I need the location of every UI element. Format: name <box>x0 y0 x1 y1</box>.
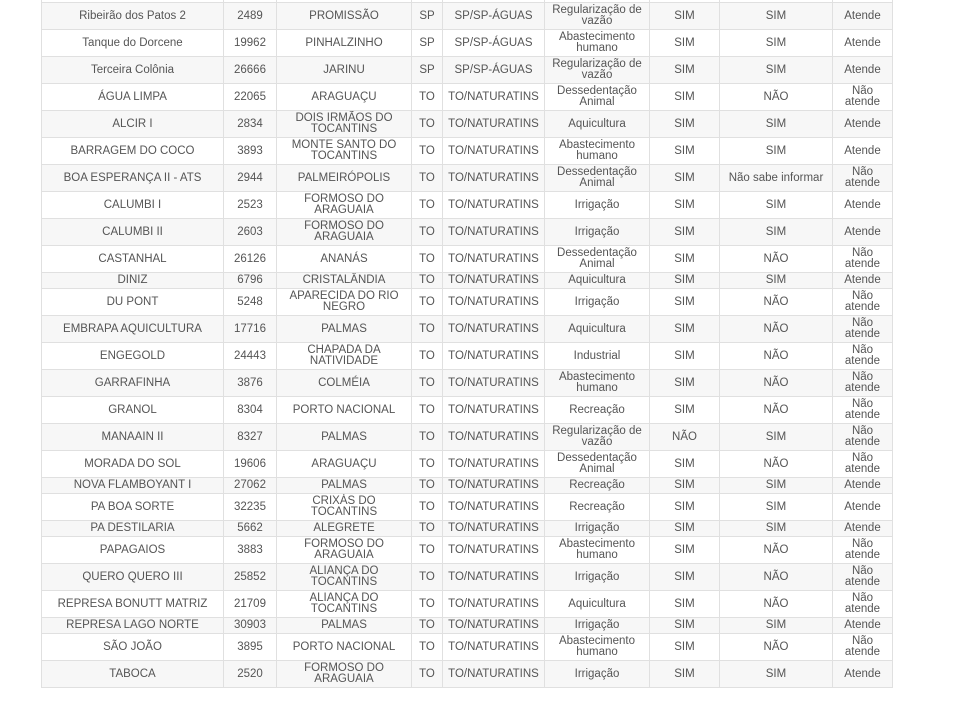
cell-uf: TO <box>412 219 443 246</box>
cell-agency: TO/NATURATINS <box>443 591 545 618</box>
cell-uf: TO <box>412 370 443 397</box>
cell-flag2: NÃO <box>720 564 833 591</box>
table-row <box>42 219 893 246</box>
cell-flag1: SIM <box>650 138 720 165</box>
cell-attendance-status: Atende <box>833 219 893 246</box>
cell-water-use: Abastecimento humano <box>545 370 650 397</box>
cell-agency: TO/NATURATINS <box>443 370 545 397</box>
cell-attendance-status: Atende <box>833 494 893 521</box>
cell-agency: TO/NATURATINS <box>443 273 545 289</box>
cell-agency: TO/NATURATINS <box>443 618 545 634</box>
cell-code: 2489 <box>224 3 277 30</box>
table-row <box>42 424 893 451</box>
cell-uf: TO <box>412 165 443 192</box>
cell-flag2: NÃO <box>720 370 833 397</box>
cell-attendance-status: Não atende <box>833 316 893 343</box>
cell-dam-name: Terceira Colônia <box>42 57 224 84</box>
cell-water-use: Abastecimento humano <box>545 537 650 564</box>
table-row <box>42 494 893 521</box>
cell-dam-name: ENGEGOLD <box>42 343 224 370</box>
cell-flag2: Não sabe informar <box>720 165 833 192</box>
cell-dam-name: PA BOA SORTE <box>42 494 224 521</box>
cell-attendance-status: Não atende <box>833 370 893 397</box>
cell-water-use: Aquicultura <box>545 111 650 138</box>
table-row <box>42 192 893 219</box>
cell-attendance-status: Não atende <box>833 634 893 661</box>
cell-municipality: PALMAS <box>277 618 412 634</box>
cell-water-use: Irrigação <box>545 618 650 634</box>
cell-code: 2834 <box>224 111 277 138</box>
cell-flag2: NÃO <box>720 451 833 478</box>
cell-water-use: Regularização de vazão <box>545 424 650 451</box>
cell-agency: TO/NATURATINS <box>443 537 545 564</box>
cell-agency: TO/NATURATINS <box>443 316 545 343</box>
cell-municipality: ALIANÇA DO TOCANTINS <box>277 564 412 591</box>
cell-attendance-status: Não atende <box>833 537 893 564</box>
cell-flag2: NÃO <box>720 397 833 424</box>
cell-flag2: NÃO <box>720 537 833 564</box>
cell-attendance-status: Atende <box>833 521 893 537</box>
table-row <box>42 451 893 478</box>
cell-flag2: SIM <box>720 57 833 84</box>
cell-attendance-status: Não atende <box>833 165 893 192</box>
cell-flag1: SIM <box>650 219 720 246</box>
cell-municipality: PALMAS <box>277 478 412 494</box>
cell-uf: TO <box>412 138 443 165</box>
cell-uf: TO <box>412 478 443 494</box>
cell-flag1: SIM <box>650 618 720 634</box>
table-row <box>42 343 893 370</box>
cell-flag1: SIM <box>650 273 720 289</box>
table-row <box>42 57 893 84</box>
cell-dam-name: ALCIR I <box>42 111 224 138</box>
cell-flag1: SIM <box>650 521 720 537</box>
cell-attendance-status: Não atende <box>833 451 893 478</box>
table-row <box>42 30 893 57</box>
cell-attendance-status: Atende <box>833 138 893 165</box>
cell-flag1: SIM <box>650 192 720 219</box>
cell-code: 3895 <box>224 634 277 661</box>
table-body <box>42 0 893 688</box>
cell-municipality: ARAGUAÇU <box>277 84 412 111</box>
cell-water-use: Recreação <box>545 478 650 494</box>
cell-agency: SP/SP-ÁGUAS <box>443 57 545 84</box>
cell-code: 19962 <box>224 30 277 57</box>
cell-flag2: NÃO <box>720 634 833 661</box>
cell-dam-name: ÁGUA LIMPA <box>42 84 224 111</box>
cell-municipality: FORMOSO DO ARAGUAIA <box>277 537 412 564</box>
cell-dam-name: REPRESA BONUTT MATRIZ <box>42 591 224 618</box>
cell-flag1: SIM <box>650 84 720 111</box>
cell-uf: TO <box>412 424 443 451</box>
cell-uf: SP <box>412 57 443 84</box>
cell-code: 5248 <box>224 289 277 316</box>
table-row <box>42 3 893 30</box>
cell-dam-name: CALUMBI I <box>42 192 224 219</box>
cell-municipality: CHAPADA DA NATIVIDADE <box>277 343 412 370</box>
cell-attendance-status: Não atende <box>833 424 893 451</box>
table-row <box>42 111 893 138</box>
cell-water-use: Abastecimento humano <box>545 634 650 661</box>
cell-agency: TO/NATURATINS <box>443 661 545 688</box>
cell-code: 30903 <box>224 618 277 634</box>
cell-dam-name: BOA ESPERANÇA II - ATS <box>42 165 224 192</box>
cell-code: 8304 <box>224 397 277 424</box>
cell-dam-name: DU PONT <box>42 289 224 316</box>
table-row <box>42 661 893 688</box>
cell-municipality: PALMAS <box>277 316 412 343</box>
cell-uf: TO <box>412 634 443 661</box>
cell-uf: TO <box>412 111 443 138</box>
cell-attendance-status: Atende <box>833 192 893 219</box>
cell-municipality: FORMOSO DO ARAGUAIA <box>277 661 412 688</box>
cell-flag2: SIM <box>720 111 833 138</box>
cell-uf: TO <box>412 451 443 478</box>
cell-uf: TO <box>412 494 443 521</box>
cell-dam-name: GRANOL <box>42 397 224 424</box>
cell-flag1: SIM <box>650 343 720 370</box>
table-row <box>42 591 893 618</box>
cell-uf: TO <box>412 246 443 273</box>
cell-agency: TO/NATURATINS <box>443 451 545 478</box>
cell-code: 32235 <box>224 494 277 521</box>
cell-dam-name: CALUMBI II <box>42 219 224 246</box>
cell-uf: TO <box>412 521 443 537</box>
cell-water-use: Irrigação <box>545 192 650 219</box>
cell-code: 27062 <box>224 478 277 494</box>
cell-agency: TO/NATURATINS <box>443 138 545 165</box>
cell-agency: TO/NATURATINS <box>443 478 545 494</box>
cell-code: 2523 <box>224 192 277 219</box>
cell-dam-name: REPRESA LAGO NORTE <box>42 618 224 634</box>
cell-municipality: PORTO NACIONAL <box>277 634 412 661</box>
cell-dam-name: GARRAFINHA <box>42 370 224 397</box>
cell-flag1: SIM <box>650 57 720 84</box>
cell-agency: TO/NATURATINS <box>443 192 545 219</box>
cell-water-use: Regularização de vazão <box>545 57 650 84</box>
cell-water-use: Irrigação <box>545 219 650 246</box>
cell-flag2: NÃO <box>720 289 833 316</box>
cell-water-use: Recreação <box>545 397 650 424</box>
table-row <box>42 316 893 343</box>
table-row <box>42 289 893 316</box>
cell-flag2: SIM <box>720 3 833 30</box>
cell-municipality: PALMAS <box>277 424 412 451</box>
cell-uf: TO <box>412 661 443 688</box>
table-row <box>42 397 893 424</box>
cell-flag1: SIM <box>650 397 720 424</box>
cell-agency: TO/NATURATINS <box>443 84 545 111</box>
cell-code: 2603 <box>224 219 277 246</box>
cell-water-use: Recreação <box>545 494 650 521</box>
table-row <box>42 564 893 591</box>
cell-dam-name: PA DESTILARIA <box>42 521 224 537</box>
table-row <box>42 246 893 273</box>
cell-code: 26126 <box>224 246 277 273</box>
cell-dam-name: Tanque do Dorcene <box>42 30 224 57</box>
cell-code: 6796 <box>224 273 277 289</box>
cell-dam-name: BARRAGEM DO COCO <box>42 138 224 165</box>
cell-attendance-status: Atende <box>833 618 893 634</box>
cell-attendance-status: Atende <box>833 661 893 688</box>
cell-attendance-status: Não atende <box>833 84 893 111</box>
cell-uf: TO <box>412 343 443 370</box>
cell-uf: TO <box>412 537 443 564</box>
cell-flag2: NÃO <box>720 591 833 618</box>
cell-water-use: Aquicultura <box>545 316 650 343</box>
table-row <box>42 478 893 494</box>
cell-municipality: DOIS IRMÃOS DO TOCANTINS <box>277 111 412 138</box>
cell-code: 19606 <box>224 451 277 478</box>
cell-code: 24443 <box>224 343 277 370</box>
cell-uf: TO <box>412 397 443 424</box>
dams-data-table <box>41 0 893 688</box>
cell-code: 3893 <box>224 138 277 165</box>
cell-attendance-status: Atende <box>833 273 893 289</box>
cell-flag2: SIM <box>720 30 833 57</box>
cell-flag2: NÃO <box>720 84 833 111</box>
cell-municipality: ALIANÇA DO TOCANTINS <box>277 591 412 618</box>
cell-agency: TO/NATURATINS <box>443 343 545 370</box>
cell-agency: TO/NATURATINS <box>443 397 545 424</box>
cell-flag2: NÃO <box>720 343 833 370</box>
table-row <box>42 370 893 397</box>
cell-agency: TO/NATURATINS <box>443 424 545 451</box>
cell-dam-name: NOVA FLAMBOYANT I <box>42 478 224 494</box>
table-row <box>42 618 893 634</box>
cell-attendance-status: Atende <box>833 57 893 84</box>
cell-agency: TO/NATURATINS <box>443 246 545 273</box>
cell-municipality: MONTE SANTO DO TOCANTINS <box>277 138 412 165</box>
table-row <box>42 84 893 111</box>
cell-flag2: SIM <box>720 138 833 165</box>
cell-code: 8327 <box>224 424 277 451</box>
cell-uf: SP <box>412 30 443 57</box>
cell-municipality: FORMOSO DO ARAGUAIA <box>277 219 412 246</box>
cell-water-use: Dessedentação Animal <box>545 165 650 192</box>
cell-uf: SP <box>412 3 443 30</box>
cell-flag1: SIM <box>650 537 720 564</box>
cell-code: 3876 <box>224 370 277 397</box>
cell-uf: TO <box>412 289 443 316</box>
cell-attendance-status: Atende <box>833 111 893 138</box>
cell-water-use: Regularização de vazão <box>545 3 650 30</box>
cell-dam-name: DINIZ <box>42 273 224 289</box>
table-row <box>42 634 893 661</box>
cell-water-use: Abastecimento humano <box>545 138 650 165</box>
cell-flag2: NÃO <box>720 246 833 273</box>
table-row <box>42 273 893 289</box>
cell-uf: TO <box>412 316 443 343</box>
cell-flag2: SIM <box>720 273 833 289</box>
cell-uf: TO <box>412 192 443 219</box>
cell-code: 2520 <box>224 661 277 688</box>
cell-attendance-status: Atende <box>833 3 893 30</box>
cell-water-use: Dessedentação Animal <box>545 451 650 478</box>
cell-flag1: SIM <box>650 591 720 618</box>
cell-flag2: SIM <box>720 521 833 537</box>
cell-flag1: SIM <box>650 370 720 397</box>
cell-municipality: ANANÁS <box>277 246 412 273</box>
table-row <box>42 521 893 537</box>
cell-flag1: SIM <box>650 661 720 688</box>
cell-attendance-status: Atende <box>833 478 893 494</box>
cell-flag1: SIM <box>650 111 720 138</box>
cell-agency: TO/NATURATINS <box>443 494 545 521</box>
cell-dam-name: EMBRAPA AQUICULTURA <box>42 316 224 343</box>
cell-municipality: ARAGUAÇU <box>277 451 412 478</box>
cell-flag1: SIM <box>650 564 720 591</box>
cell-code: 3883 <box>224 537 277 564</box>
cell-water-use: Irrigação <box>545 661 650 688</box>
cell-water-use: Aquicultura <box>545 273 650 289</box>
cell-flag1: SIM <box>650 30 720 57</box>
cell-water-use: Irrigação <box>545 564 650 591</box>
cell-attendance-status: Não atende <box>833 246 893 273</box>
cell-municipality: CRIXÁS DO TOCANTINS <box>277 494 412 521</box>
cell-agency: TO/NATURATINS <box>443 219 545 246</box>
cell-code: 26666 <box>224 57 277 84</box>
cell-code: 2944 <box>224 165 277 192</box>
cell-water-use: Dessedentação Animal <box>545 84 650 111</box>
cell-water-use: Irrigação <box>545 521 650 537</box>
cell-flag1: SIM <box>650 246 720 273</box>
cell-flag2: SIM <box>720 478 833 494</box>
cell-flag2: SIM <box>720 424 833 451</box>
cell-dam-name: MORADA DO SOL <box>42 451 224 478</box>
cell-municipality: FORMOSO DO ARAGUAIA <box>277 192 412 219</box>
cell-agency: TO/NATURATINS <box>443 111 545 138</box>
cell-flag2: NÃO <box>720 316 833 343</box>
cell-flag2: SIM <box>720 661 833 688</box>
cell-agency: TO/NATURATINS <box>443 634 545 661</box>
cell-municipality: PROMISSÃO <box>277 3 412 30</box>
cell-flag1: SIM <box>650 165 720 192</box>
cell-agency: SP/SP-ÁGUAS <box>443 3 545 30</box>
cell-flag1: SIM <box>650 451 720 478</box>
cell-uf: TO <box>412 618 443 634</box>
cell-municipality: COLMÉIA <box>277 370 412 397</box>
cell-water-use: Dessedentação Animal <box>545 246 650 273</box>
cell-municipality: PINHALZINHO <box>277 30 412 57</box>
cell-dam-name: QUERO QUERO III <box>42 564 224 591</box>
cell-municipality: APARECIDA DO RIO NEGRO <box>277 289 412 316</box>
cell-agency: TO/NATURATINS <box>443 521 545 537</box>
cell-flag1: SIM <box>650 634 720 661</box>
cell-municipality: JARINU <box>277 57 412 84</box>
cell-code: 21709 <box>224 591 277 618</box>
cell-agency: TO/NATURATINS <box>443 165 545 192</box>
cell-flag1: SIM <box>650 289 720 316</box>
cell-flag1: SIM <box>650 494 720 521</box>
cell-uf: TO <box>412 564 443 591</box>
cell-code: 5662 <box>224 521 277 537</box>
cell-dam-name: CASTANHAL <box>42 246 224 273</box>
cell-attendance-status: Atende <box>833 30 893 57</box>
cell-dam-name: PAPAGAIOS <box>42 537 224 564</box>
cell-flag1: NÃO <box>650 424 720 451</box>
cell-flag2: SIM <box>720 618 833 634</box>
cell-water-use: Irrigação <box>545 289 650 316</box>
cell-dam-name: Ribeirão dos Patos 2 <box>42 3 224 30</box>
cell-water-use: Abastecimento humano <box>545 30 650 57</box>
cell-code: 22065 <box>224 84 277 111</box>
cell-agency: TO/NATURATINS <box>443 289 545 316</box>
cell-flag2: SIM <box>720 192 833 219</box>
cell-dam-name: TABOCA <box>42 661 224 688</box>
cell-water-use: Aquicultura <box>545 591 650 618</box>
cell-attendance-status: Não atende <box>833 289 893 316</box>
table-row <box>42 537 893 564</box>
cell-uf: TO <box>412 273 443 289</box>
cell-municipality: CRISTALÂNDIA <box>277 273 412 289</box>
cell-flag1: SIM <box>650 316 720 343</box>
cell-flag1: SIM <box>650 478 720 494</box>
cell-municipality: PALMEIRÓPOLIS <box>277 165 412 192</box>
cell-attendance-status: Não atende <box>833 343 893 370</box>
cell-water-use: Industrial <box>545 343 650 370</box>
cell-uf: TO <box>412 591 443 618</box>
cell-dam-name: SÃO JOÃO <box>42 634 224 661</box>
cell-dam-name: MANAAIN II <box>42 424 224 451</box>
cell-attendance-status: Não atende <box>833 564 893 591</box>
table-row <box>42 165 893 192</box>
cell-code: 25852 <box>224 564 277 591</box>
cell-agency: TO/NATURATINS <box>443 564 545 591</box>
cell-agency: SP/SP-ÁGUAS <box>443 30 545 57</box>
cell-municipality: ALEGRETE <box>277 521 412 537</box>
cell-flag2: SIM <box>720 219 833 246</box>
cell-flag1: SIM <box>650 3 720 30</box>
cell-code: 17716 <box>224 316 277 343</box>
cell-flag2: SIM <box>720 494 833 521</box>
table-row <box>42 138 893 165</box>
cell-attendance-status: Não atende <box>833 591 893 618</box>
cell-uf: TO <box>412 84 443 111</box>
cell-municipality: PORTO NACIONAL <box>277 397 412 424</box>
cell-attendance-status: Não atende <box>833 397 893 424</box>
